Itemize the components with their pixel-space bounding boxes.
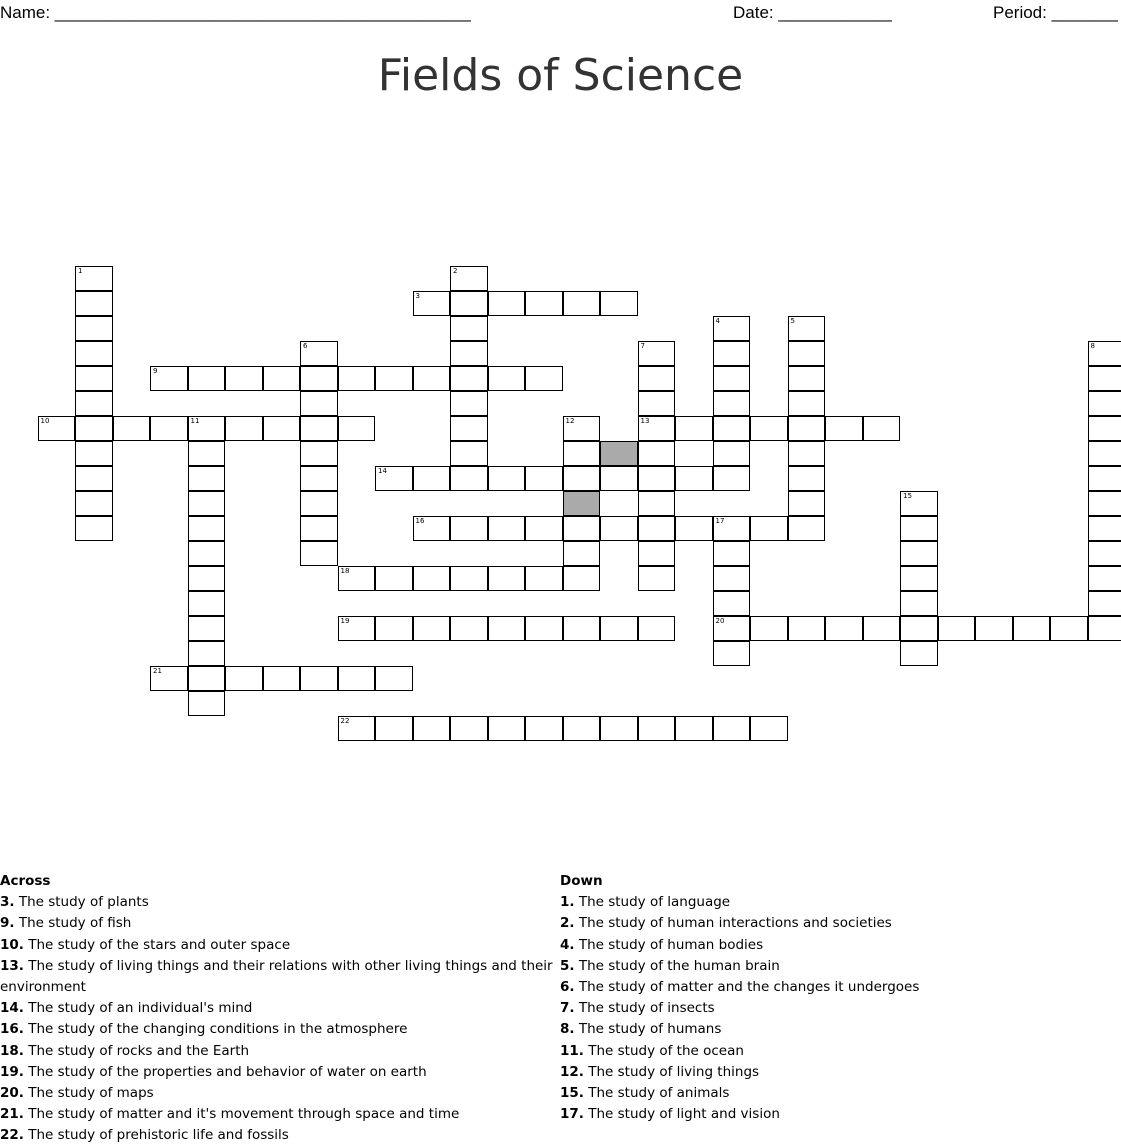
clue-text: The study of prehistoric life and fossils <box>23 1127 289 1144</box>
grid-cell[interactable] <box>375 616 413 641</box>
grid-cell[interactable] <box>563 441 601 466</box>
across-clue <box>0 1019 556 1040</box>
grid-cell[interactable] <box>675 516 713 541</box>
clue-number: 6 <box>303 342 308 350</box>
grid-cell[interactable] <box>413 466 451 491</box>
clue-number: 3. <box>0 894 15 911</box>
clue-number: 21 <box>153 667 162 675</box>
grid-cell[interactable] <box>450 516 488 541</box>
clue-number: 20. <box>0 1085 24 1102</box>
grid-cell[interactable] <box>713 441 751 466</box>
grid-cell[interactable] <box>75 516 113 541</box>
grid-cell[interactable] <box>975 616 1013 641</box>
grid-cell[interactable] <box>638 491 676 516</box>
grid-cell[interactable] <box>375 566 413 591</box>
grid-cell[interactable] <box>563 566 601 591</box>
grid-cell[interactable] <box>1088 366 1121 391</box>
grid-cell[interactable] <box>825 616 863 641</box>
grid-cell[interactable] <box>375 716 413 741</box>
grid-cell[interactable] <box>188 416 226 441</box>
grid-cell[interactable] <box>600 466 638 491</box>
grid-cell[interactable] <box>750 516 788 541</box>
grid-cell[interactable] <box>413 616 451 641</box>
grid-cell[interactable] <box>488 616 526 641</box>
clue-text: The study of the ocean <box>583 1042 744 1059</box>
grid-cell[interactable] <box>900 641 938 666</box>
grid-cell[interactable] <box>75 491 113 516</box>
grid-cell[interactable] <box>1088 341 1121 366</box>
clue-text: The study of an individual's mind <box>23 1000 253 1017</box>
grid-cell[interactable] <box>1088 416 1121 441</box>
grid-cell[interactable] <box>413 716 451 741</box>
grid-cell[interactable] <box>300 416 338 441</box>
grid-cell[interactable] <box>713 591 751 616</box>
clue-number: 8 <box>1090 342 1095 350</box>
grid-cell[interactable] <box>1013 616 1051 641</box>
across-heading: Across <box>0 873 51 889</box>
across-clue <box>0 1125 556 1146</box>
grid-cell[interactable] <box>188 641 226 666</box>
grid-cell[interactable] <box>713 416 751 441</box>
grid-cell[interactable] <box>900 591 938 616</box>
grid-cell[interactable] <box>188 466 226 491</box>
grid-cell[interactable] <box>188 491 226 516</box>
clue-number: 10. <box>0 936 24 953</box>
grid-cell[interactable] <box>563 516 601 541</box>
grid-cell[interactable] <box>188 691 226 716</box>
grid-cell[interactable] <box>525 516 563 541</box>
grid-cell[interactable] <box>638 541 676 566</box>
grid-cell[interactable] <box>713 466 751 491</box>
clue-text: The study of fish <box>14 915 132 932</box>
grid-cell[interactable] <box>488 466 526 491</box>
grid-cell[interactable] <box>900 516 938 541</box>
clue-number: 4. <box>560 936 575 953</box>
grid-cell[interactable] <box>300 441 338 466</box>
clue-number: 21. <box>0 1106 24 1123</box>
grid-cell[interactable] <box>638 391 676 416</box>
clue-number: 1 <box>78 267 83 275</box>
grid-cell[interactable] <box>525 616 563 641</box>
down-clue <box>560 1019 1120 1040</box>
grid-cell[interactable] <box>788 466 826 491</box>
across-clues <box>0 871 556 1147</box>
clue-text: The study of the human brain <box>574 957 780 974</box>
grid-cell[interactable] <box>638 341 676 366</box>
grid-cell[interactable] <box>300 541 338 566</box>
grid-cell[interactable] <box>375 666 413 691</box>
grid-cell[interactable] <box>788 316 826 341</box>
grid-cell[interactable] <box>638 516 676 541</box>
down-clue <box>560 977 1120 998</box>
grid-cell[interactable] <box>338 366 376 391</box>
clue-number: 13. <box>0 957 24 974</box>
clue-number: 18 <box>340 567 350 575</box>
grid-cell[interactable] <box>1088 441 1121 466</box>
grid-cell[interactable] <box>713 516 751 541</box>
grid-cell[interactable] <box>600 516 638 541</box>
grid-cell[interactable] <box>75 266 113 291</box>
grid-cell[interactable] <box>338 666 376 691</box>
grid-cell[interactable] <box>188 566 226 591</box>
clue-number: 22. <box>0 1127 24 1144</box>
down-clue <box>560 1104 1120 1125</box>
shaded-cell <box>600 441 638 466</box>
grid-cell[interactable] <box>788 416 826 441</box>
grid-cell[interactable] <box>713 616 751 641</box>
grid-cell[interactable] <box>300 466 338 491</box>
down-clue <box>560 913 1120 934</box>
grid-cell[interactable] <box>563 291 601 316</box>
grid-cell[interactable] <box>188 616 226 641</box>
across-clue <box>0 1104 556 1125</box>
grid-cell[interactable] <box>113 416 151 441</box>
clue-text: The study of the properties and behavior of water on earth <box>23 1063 427 1080</box>
clue-number: 19. <box>0 1063 24 1080</box>
across-clue <box>0 1062 556 1083</box>
grid-cell[interactable] <box>188 366 226 391</box>
grid-cell[interactable] <box>225 416 263 441</box>
grid-cell[interactable] <box>938 616 976 641</box>
clue-text: The study of rocks and the Earth <box>23 1042 250 1059</box>
grid-cell[interactable] <box>300 366 338 391</box>
grid-cell[interactable] <box>75 291 113 316</box>
grid-cell[interactable] <box>638 616 676 641</box>
grid-cell[interactable] <box>1088 491 1121 516</box>
grid-cell[interactable] <box>713 391 751 416</box>
grid-cell[interactable] <box>863 416 901 441</box>
grid-cell[interactable] <box>750 616 788 641</box>
down-clue <box>560 1062 1120 1083</box>
clue-text: The study of matter and it's movement through space and time <box>23 1106 460 1123</box>
down-clue <box>560 956 1120 977</box>
grid-cell[interactable] <box>375 466 413 491</box>
across-clue <box>0 935 556 956</box>
down-clue <box>560 1041 1120 1062</box>
clue-number: 7. <box>560 1000 575 1017</box>
clue-text: The study of the stars and outer space <box>23 936 291 953</box>
across-clue <box>0 998 556 1019</box>
clue-number: 1. <box>560 894 575 911</box>
clue-text: The study of maps <box>23 1085 154 1102</box>
grid-cell[interactable] <box>563 416 601 441</box>
grid-cell[interactable] <box>263 366 301 391</box>
grid-cell[interactable] <box>450 341 488 366</box>
clue-number: 12. <box>560 1063 584 1080</box>
clue-number: 2. <box>560 915 575 932</box>
grid-cell[interactable] <box>900 541 938 566</box>
clue-number: 7 <box>640 342 645 350</box>
grid-cell[interactable] <box>788 616 826 641</box>
clue-number: 20 <box>715 617 725 625</box>
clue-number: 5 <box>790 317 795 325</box>
grid-cell[interactable] <box>300 491 338 516</box>
grid-cell[interactable] <box>300 341 338 366</box>
grid-cell[interactable] <box>75 341 113 366</box>
grid-cell[interactable] <box>713 341 751 366</box>
grid-cell[interactable] <box>638 366 676 391</box>
down-clues <box>560 871 1120 1125</box>
grid-cell[interactable] <box>450 391 488 416</box>
clue-number: 4 <box>715 317 720 325</box>
clue-number: 17. <box>560 1106 584 1123</box>
grid-cell[interactable] <box>450 616 488 641</box>
grid-cell[interactable] <box>225 366 263 391</box>
clue-number: 14. <box>0 1000 24 1017</box>
grid-cell[interactable] <box>638 416 676 441</box>
grid-cell[interactable] <box>188 666 226 691</box>
grid-cell[interactable] <box>488 366 526 391</box>
grid-cell[interactable] <box>863 616 901 641</box>
grid-cell[interactable] <box>450 366 488 391</box>
clue-number: 11. <box>560 1042 584 1059</box>
grid-cell[interactable] <box>450 316 488 341</box>
grid-cell[interactable] <box>525 716 563 741</box>
across-clue <box>0 892 556 913</box>
grid-cell[interactable] <box>1088 516 1121 541</box>
grid-cell[interactable] <box>525 466 563 491</box>
grid-cell[interactable] <box>788 491 826 516</box>
grid-cell[interactable] <box>300 391 338 416</box>
grid-cell[interactable] <box>413 516 451 541</box>
grid-cell[interactable] <box>450 291 488 316</box>
grid-cell[interactable] <box>788 341 826 366</box>
grid-cell[interactable] <box>150 366 188 391</box>
grid-cell[interactable] <box>188 516 226 541</box>
grid-cell[interactable] <box>750 416 788 441</box>
grid-cell[interactable] <box>713 566 751 591</box>
grid-cell[interactable] <box>638 466 676 491</box>
clue-number: 13 <box>640 417 650 425</box>
grid-cell[interactable] <box>788 366 826 391</box>
grid-cell[interactable] <box>450 441 488 466</box>
grid-cell[interactable] <box>300 666 338 691</box>
grid-cell[interactable] <box>900 616 938 641</box>
grid-cell[interactable] <box>488 566 526 591</box>
grid-cell[interactable] <box>1088 566 1121 591</box>
grid-cell[interactable] <box>188 541 226 566</box>
grid-cell[interactable] <box>225 666 263 691</box>
grid-cell[interactable] <box>750 716 788 741</box>
clue-number: 15 <box>903 492 912 500</box>
grid-cell[interactable] <box>188 441 226 466</box>
clue-number: 8. <box>560 1021 575 1038</box>
grid-cell[interactable] <box>788 516 826 541</box>
clue-number: 11 <box>190 417 200 425</box>
grid-cell[interactable] <box>900 566 938 591</box>
grid-cell[interactable] <box>150 416 188 441</box>
grid-cell[interactable] <box>38 416 76 441</box>
grid-cell[interactable] <box>600 616 638 641</box>
clue-text: The study of human bodies <box>574 936 764 953</box>
grid-cell[interactable] <box>488 291 526 316</box>
grid-cell[interactable] <box>638 716 676 741</box>
clue-text: The study of animals <box>583 1085 730 1102</box>
grid-cell[interactable] <box>1088 541 1121 566</box>
clue-number: 17 <box>715 517 725 525</box>
grid-cell[interactable] <box>75 466 113 491</box>
grid-cell[interactable] <box>263 666 301 691</box>
down-clue <box>560 1083 1120 1104</box>
clue-number: 16. <box>0 1021 24 1038</box>
grid-cell[interactable] <box>188 591 226 616</box>
clue-number: 10 <box>40 417 50 425</box>
grid-cell[interactable] <box>825 416 863 441</box>
grid-cell[interactable] <box>713 366 751 391</box>
grid-cell[interactable] <box>488 716 526 741</box>
grid-cell[interactable] <box>263 416 301 441</box>
grid-cell[interactable] <box>788 441 826 466</box>
grid-cell[interactable] <box>713 541 751 566</box>
grid-cell[interactable] <box>1088 616 1121 641</box>
grid-cell[interactable] <box>338 716 376 741</box>
grid-cell[interactable] <box>563 616 601 641</box>
down-clue <box>560 998 1120 1019</box>
grid-cell[interactable] <box>525 291 563 316</box>
grid-cell[interactable] <box>525 566 563 591</box>
grid-cell[interactable] <box>450 716 488 741</box>
clue-text: The study of living things <box>583 1063 760 1080</box>
grid-cell[interactable] <box>788 391 826 416</box>
grid-cell[interactable] <box>713 641 751 666</box>
clue-text: The study of matter and the changes it undergoes <box>574 979 920 996</box>
page-title: Fields of Science <box>377 50 744 101</box>
grid-cell[interactable] <box>488 516 526 541</box>
clue-number: 3 <box>415 292 420 300</box>
clue-number: 18. <box>0 1042 24 1059</box>
grid-cell[interactable] <box>75 366 113 391</box>
grid-cell[interactable] <box>675 416 713 441</box>
clue-text: The study of language <box>574 894 731 911</box>
grid-cell[interactable] <box>1050 616 1088 641</box>
across-clue <box>0 1041 556 1062</box>
clue-number: 14 <box>378 467 387 475</box>
across-clue <box>0 956 556 998</box>
grid-cell[interactable] <box>638 566 676 591</box>
clue-number: 6. <box>560 979 575 996</box>
across-clue <box>0 1083 556 1104</box>
grid-cell[interactable] <box>713 316 751 341</box>
down-heading: Down <box>560 873 603 889</box>
clue-text: The study of insects <box>574 1000 715 1017</box>
clue-number: 22 <box>340 717 350 725</box>
grid-cell[interactable] <box>75 441 113 466</box>
grid-cell[interactable] <box>900 491 938 516</box>
grid-cell[interactable] <box>450 416 488 441</box>
grid-cell[interactable] <box>338 566 376 591</box>
grid-cell[interactable] <box>1088 591 1121 616</box>
grid-cell[interactable] <box>150 666 188 691</box>
grid-cell[interactable] <box>338 416 376 441</box>
grid-cell[interactable] <box>638 441 676 466</box>
grid-cell[interactable] <box>563 466 601 491</box>
shaded-cell <box>563 491 601 516</box>
grid-cell[interactable] <box>563 541 601 566</box>
grid-cell[interactable] <box>75 316 113 341</box>
grid-cell[interactable] <box>1088 466 1121 491</box>
clue-text: The study of humans <box>574 1021 722 1038</box>
clue-number: 12 <box>565 417 575 425</box>
grid-cell[interactable] <box>300 516 338 541</box>
clue-number: 16 <box>415 517 425 525</box>
clue-text: The study of living things and their relations with other living things and their environment <box>0 957 553 996</box>
grid-cell[interactable] <box>675 716 713 741</box>
clue-text: The study of plants <box>14 894 149 911</box>
grid-cell[interactable] <box>413 291 451 316</box>
clue-number: 19 <box>340 617 350 625</box>
down-clue <box>560 892 1120 913</box>
grid-cell[interactable] <box>1088 391 1121 416</box>
clue-number: 15. <box>560 1085 584 1102</box>
clue-text: The study of light and vision <box>583 1106 780 1123</box>
clue-text: The study of the changing conditions in the atmosphere <box>23 1021 408 1038</box>
grid-cell[interactable] <box>450 566 488 591</box>
period-field-label: Period: _______ <box>993 3 1118 22</box>
grid-cell[interactable] <box>563 716 601 741</box>
down-clue <box>560 935 1120 956</box>
clue-number: 9. <box>0 915 15 932</box>
clue-number: 5. <box>560 957 575 974</box>
grid-cell[interactable] <box>525 366 563 391</box>
grid-cell[interactable] <box>338 616 376 641</box>
grid-cell[interactable] <box>450 466 488 491</box>
grid-cell[interactable] <box>675 466 713 491</box>
grid-cell[interactable] <box>600 291 638 316</box>
grid-cell[interactable] <box>75 391 113 416</box>
across-clue <box>0 913 556 934</box>
grid-cell[interactable] <box>75 416 113 441</box>
grid-cell[interactable] <box>713 716 751 741</box>
grid-cell[interactable] <box>375 366 413 391</box>
grid-cell[interactable] <box>413 366 451 391</box>
clue-text: The study of human interactions and societies <box>574 915 892 932</box>
grid-cell[interactable] <box>600 716 638 741</box>
grid-cell[interactable] <box>413 566 451 591</box>
date-field-label: Date: ____________ <box>733 3 892 22</box>
name-field-label: Name: ____________________________________________ <box>0 3 471 22</box>
clue-number: 2 <box>453 267 458 275</box>
grid-cell[interactable] <box>450 266 488 291</box>
clue-number: 9 <box>153 367 158 375</box>
